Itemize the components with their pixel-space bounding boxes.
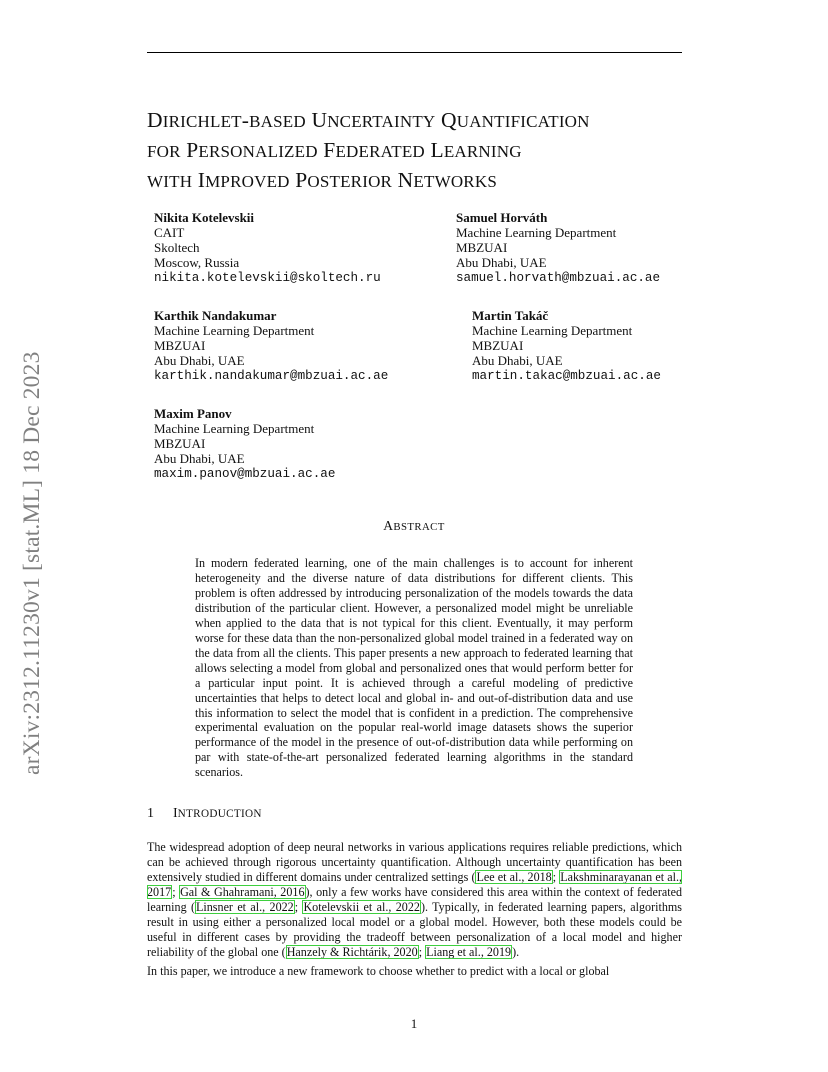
title-segment: IRICHLET (162, 112, 242, 131)
title-line-2 (147, 136, 707, 166)
paper-title (147, 106, 707, 196)
author-affiliation: Machine Learning Department (154, 323, 315, 338)
author-affiliation: Machine Learning Department (472, 323, 633, 338)
citation-link[interactable]: Gal & Ghahramani, 2016 (180, 885, 305, 899)
author-affiliation: Machine Learning Department (456, 225, 617, 240)
citation-link[interactable]: Kotelevskii et al., 2022 (303, 900, 420, 914)
title-segment: D (147, 108, 163, 132)
citation-link[interactable]: Lakshminarayanan et al., 2017 (147, 870, 683, 899)
author-affiliation: Skoltech (154, 240, 200, 255)
author-affiliation: MBZUAI (472, 338, 524, 353)
author-block (154, 210, 381, 286)
author-affiliation: Machine Learning Department (154, 421, 315, 436)
title-segment: P (289, 168, 308, 192)
title-segment: L (424, 138, 444, 162)
title-segment: U (305, 108, 328, 132)
citation-link[interactable]: Liang et al., 2019 (426, 945, 512, 959)
author-location: Abu Dhabi, UAE (154, 451, 245, 466)
paragraph-text: ). (512, 945, 520, 959)
title-segment: I (192, 168, 206, 192)
author-location: Moscow, Russia (154, 255, 240, 270)
author-block (456, 210, 660, 286)
title-segment: N (392, 168, 414, 192)
author-affiliation: MBZUAI (154, 436, 206, 451)
title-segment: F (317, 138, 336, 162)
author-location: Abu Dhabi, UAE (154, 353, 245, 368)
title-segment: FOR (147, 142, 181, 161)
author-email: nikita.kotelevskii@skoltech.ru (154, 271, 381, 285)
introduction-paragraph (147, 840, 682, 960)
section-heading-introduction (147, 806, 262, 822)
section-number: 1 (147, 806, 154, 821)
arxiv-identifier-stamp: arXiv:2312.11230v1 [stat.ML] 18 Dec 2023 (19, 351, 45, 775)
author-name: Samuel Horváth (456, 210, 548, 225)
title-segment: OSTERIOR (307, 172, 393, 191)
section-heading-rest: NTRODUCTION (177, 808, 262, 820)
author-email: martin.takac@mbzuai.ac.ae (472, 369, 661, 383)
author-email: karthik.nandakumar@mbzuai.ac.ae (154, 369, 389, 383)
author-name: Karthik Nandakumar (154, 308, 277, 323)
title-segment: NCERTAINTY (327, 112, 436, 131)
author-name: Maxim Panov (154, 406, 232, 421)
author-location: Abu Dhabi, UAE (472, 353, 563, 368)
title-segment: ETWORKS (413, 172, 497, 191)
abstract-heading-initial: A (383, 518, 394, 533)
paragraph-text: ; (552, 870, 560, 884)
author-email: maxim.panov@mbzuai.ac.ae (154, 467, 336, 481)
title-line-3 (147, 166, 707, 196)
author-location: Abu Dhabi, UAE (456, 255, 547, 270)
author-affiliation: MBZUAI (154, 338, 206, 353)
paragraph-text: ; (418, 945, 426, 959)
title-segment: Q (435, 108, 457, 132)
title-segment: - (241, 108, 250, 132)
abstract-heading (0, 518, 828, 534)
citation-link[interactable]: Hanzely & Richtárik, 2020 (286, 945, 418, 959)
author-name: Martin Takáč (472, 308, 549, 323)
section-heading-initial: I (173, 806, 178, 821)
page-number: 1 (410, 1016, 418, 1031)
title-segment: ERSONALIZED (198, 142, 318, 161)
author-affiliation: MBZUAI (456, 240, 508, 255)
abstract-text: In modern federated learning, one of the main challenges is to account for inherent heterogeneity and the diverse nature of data distributions for different clients. This problem is often addressed by introducing personalization of the models towards the data distribution of the particular client. However, a personalized model might be unreliable when applied to the data that is not typical for this client. Eventually, it may perform worse for these data than the non-personalized global model trained in a federated way on the data from all the clients. This paper presents a new approach to federated learning that allows selecting a model from global and personalized ones that would perform better for a particular input point. It is achieved through a careful modeling of predictive uncertainties that helps to detect local and global in- and out-of-distribution data and use this information to select the model that is confident in a prediction. The comprehensive experimental evaluation on the popular real-world image datasets shows the superior performance of the model in the presence of out-of-distribution data while performing on par with state-of-the-art personalized federated learning algorithms in the standard scenarios. (195, 556, 633, 780)
title-segment: P (180, 138, 199, 162)
paragraph-text: ). Typically, in federated learning papers, algorithms result in using either a personalized local model or a global model. However, both these models could be useful in different cases by providing the tradeoff between personalization of a local model and higher reliability of the global one ( (147, 900, 682, 959)
author-name: Nikita Kotelevskii (154, 210, 255, 225)
paragraph-text: The widespread adoption of deep neural networks in various applications requires reliable predictions, which can be achieved through rigorous uncertainty quantification. Although uncertainty quantification has been extensively studied in different domains under centralized settings ( (147, 840, 682, 884)
author-email: samuel.horvath@mbzuai.ac.ae (456, 271, 661, 285)
author-affiliation: CAIT (154, 225, 185, 240)
citation-link[interactable]: Linsner et al., 2022 (196, 900, 294, 914)
citation-link[interactable]: Lee et al., 2018 (476, 870, 552, 884)
title-segment: EARNING (443, 142, 522, 161)
title-segment: WITH (147, 172, 193, 191)
paragraph-text: ), only a few works have considered this area within the context of federated learning ( (147, 885, 683, 914)
abstract-heading-rest: BSTRACT (393, 521, 445, 533)
paragraph-text: ; (172, 885, 180, 899)
top-rule (147, 52, 682, 53)
introduction-body (147, 840, 682, 983)
title-segment: UANTIFICATION (456, 112, 590, 131)
introduction-paragraph: In this paper, we introduce a new framework to choose whether to predict with a local or global (147, 964, 610, 978)
title-line-1 (147, 106, 707, 136)
author-block (154, 308, 388, 384)
title-segment: EDERATED (335, 142, 425, 161)
author-block (154, 406, 335, 482)
title-segment: MPROVED (205, 172, 290, 191)
author-block (472, 308, 661, 384)
title-segment: BASED (249, 112, 306, 131)
paragraph-text: ; (294, 900, 303, 914)
